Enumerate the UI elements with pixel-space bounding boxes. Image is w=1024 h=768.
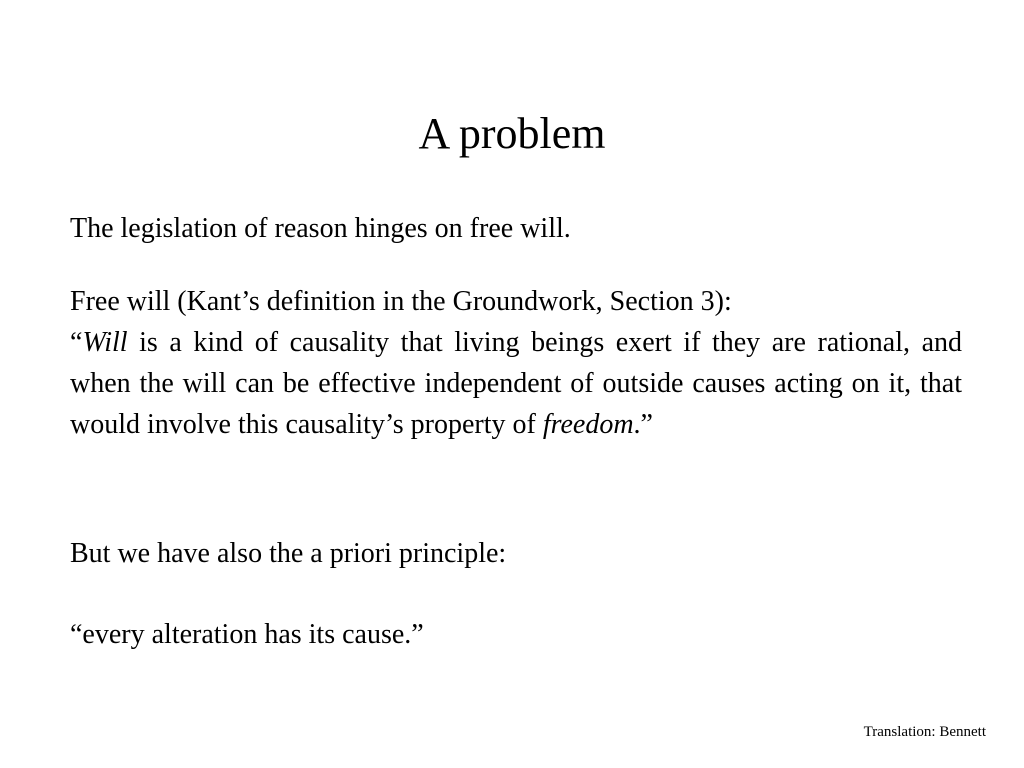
legislation-statement: The legislation of reason hinges on free will. xyxy=(70,213,571,244)
definition-block xyxy=(70,281,962,445)
definition-quote xyxy=(70,322,962,445)
definition-heading: Free will (Kant’s definition in the Groundwork, Section 3): xyxy=(70,286,732,317)
quote-close: .” xyxy=(633,409,653,440)
quote-term-freedom: freedom xyxy=(542,409,634,440)
translation-credit: Translation: Bennett xyxy=(863,724,986,740)
quote-open-mark: “ xyxy=(70,327,83,358)
quote-body: is a kind of causality that living beings exert if they are rational, and when the will can be effective independent of outside causes acting on it, that would involve this causality’s property of xyxy=(70,327,962,440)
slide-title: A problem xyxy=(418,109,606,158)
principle-intro: But we have also the a priori principle: xyxy=(70,538,507,569)
quote-term-will: Will xyxy=(82,327,128,358)
principle-quote: “every alteration has its cause.” xyxy=(70,619,424,650)
